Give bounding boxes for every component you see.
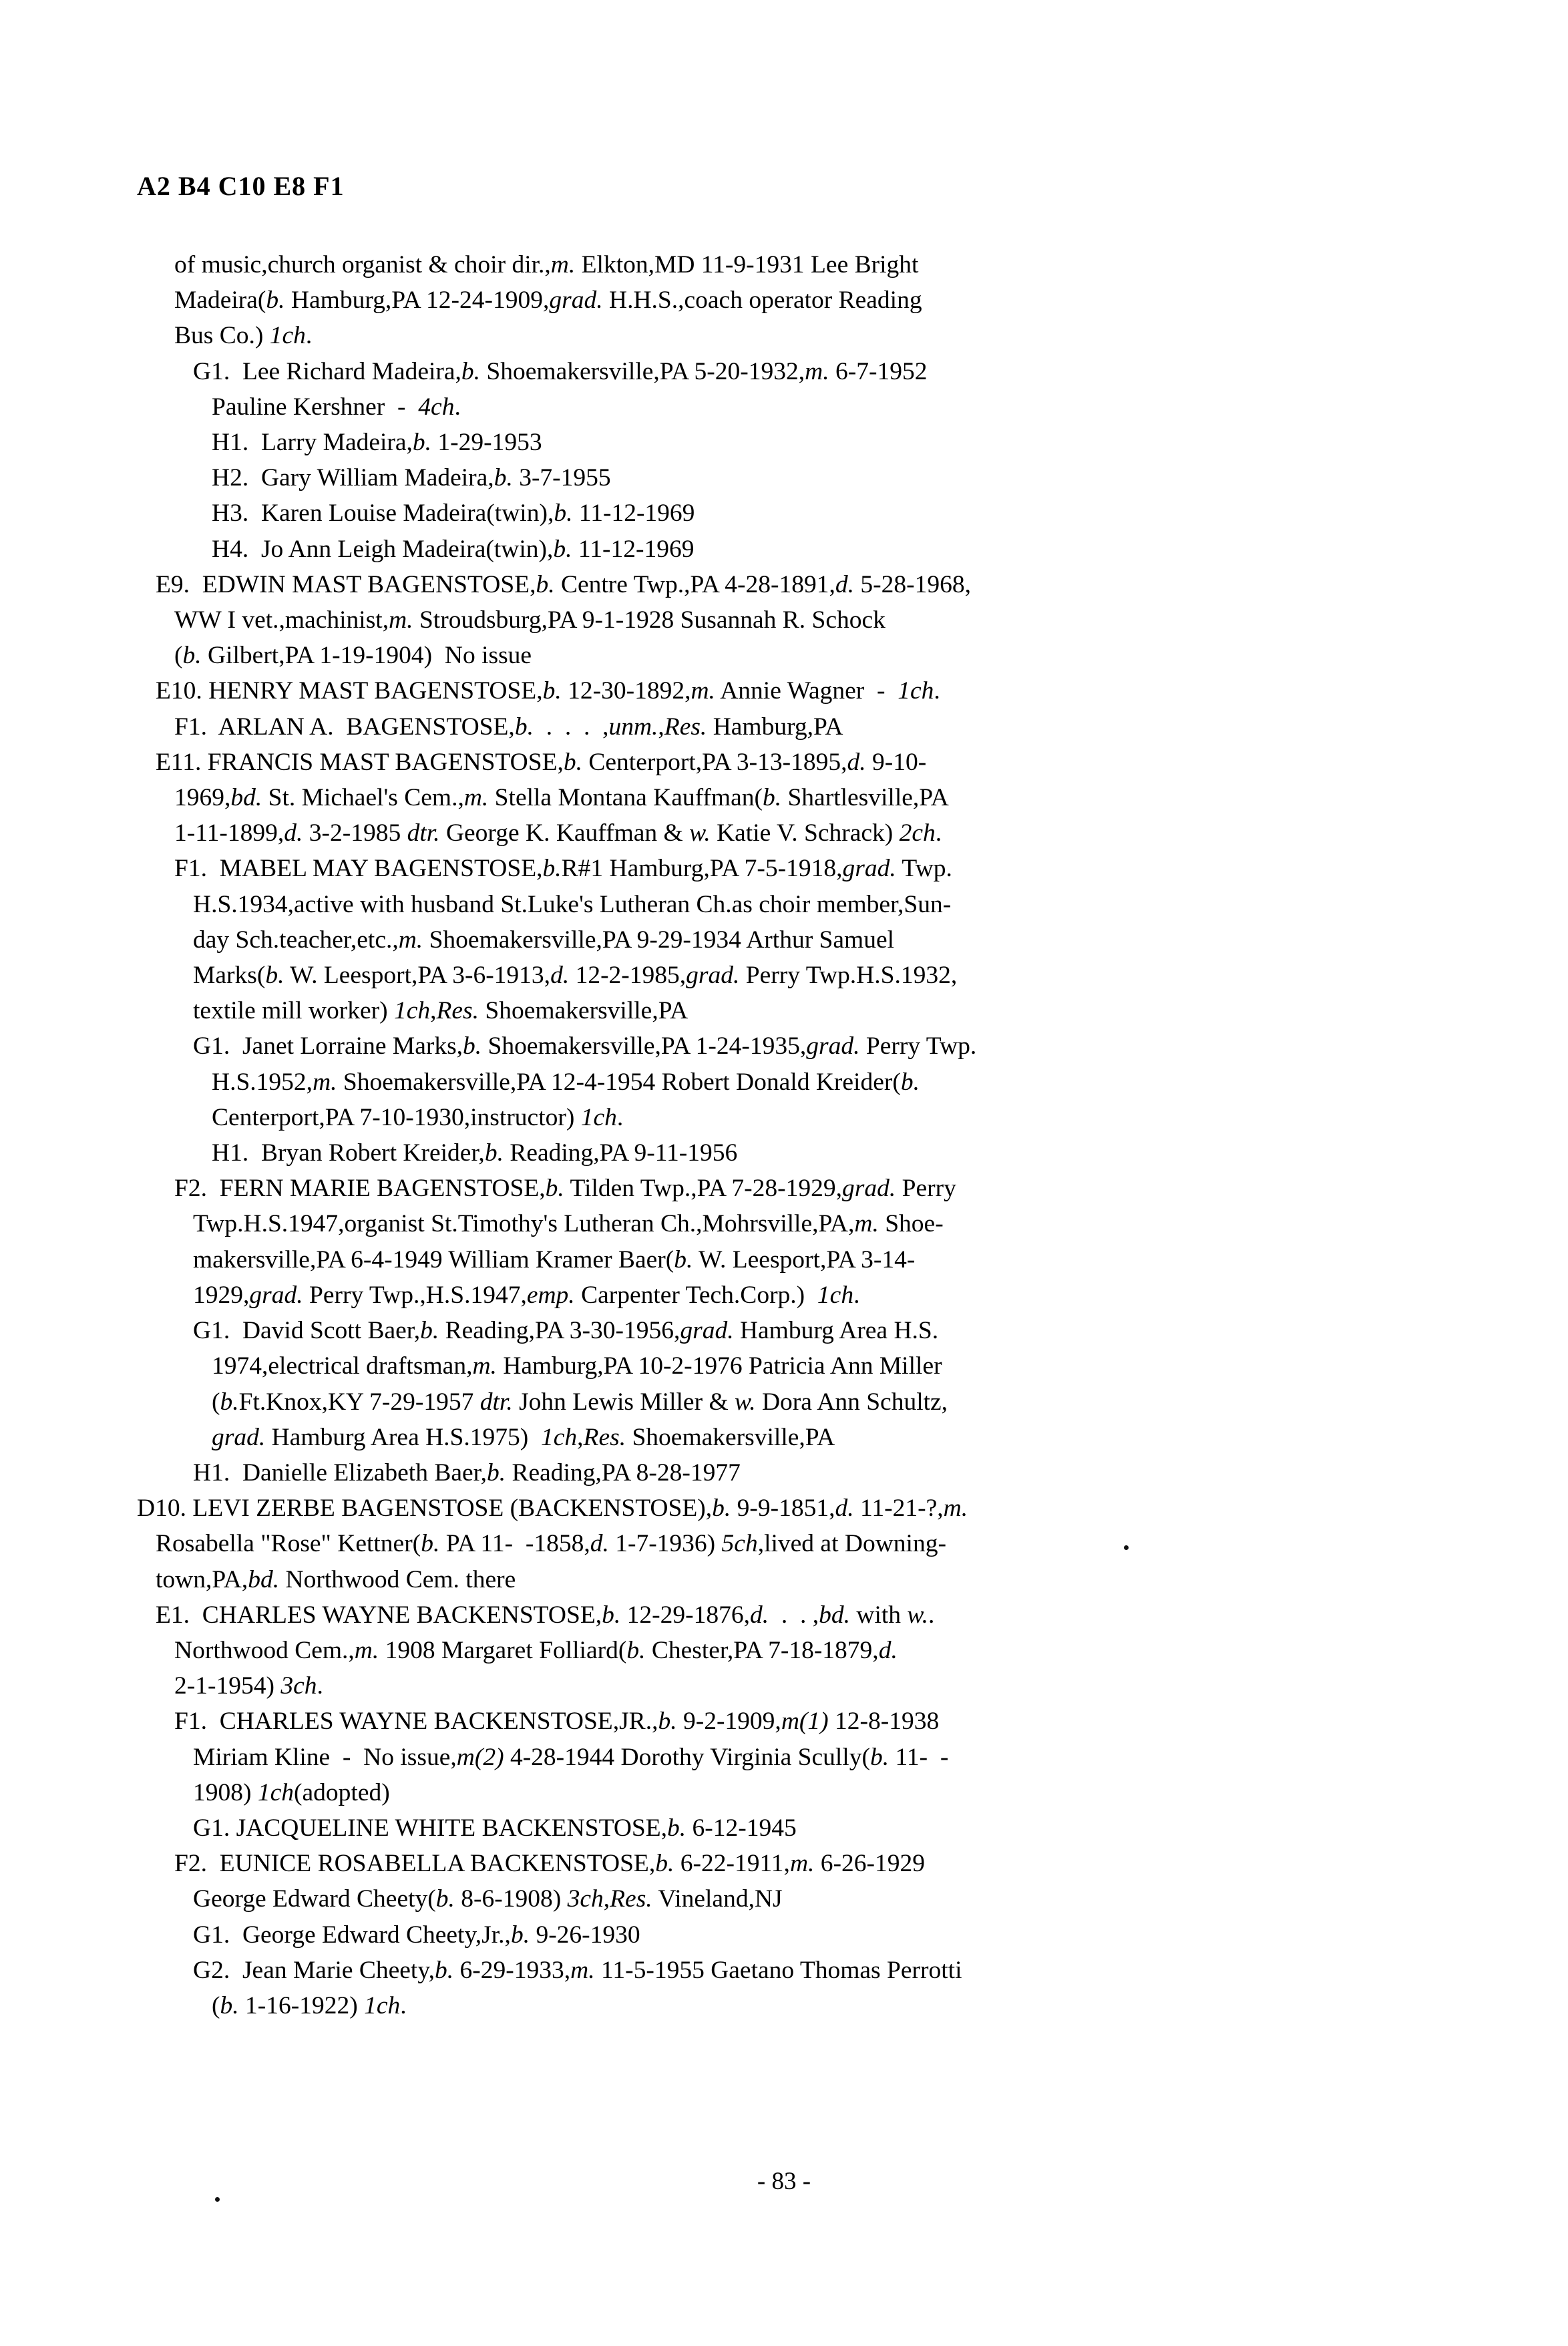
text-line: (b. Gilbert,PA 1-19-1904) No issue [174, 642, 532, 670]
page-speck-2 [215, 2197, 220, 2202]
text-line: F1. ARLAN A. BAGENSTOSE,b. . . . ,unm.,Res. Hamburg,PA [174, 713, 843, 741]
text-line: G1. Lee Richard Madeira,b. Shoemakersville,PA 5-20-1932,m. 6-7-1952 [193, 357, 928, 385]
page-number: - 83 - [757, 2168, 811, 2195]
text-line: Bus Co.) 1ch. [174, 322, 313, 350]
text-line: F2. FERN MARIE BAGENSTOSE,b. Tilden Twp.,PA 7-28-1929,grad. Perry [174, 1175, 956, 1203]
text-line: (b.Ft.Knox,KY 7-29-1957 dtr. John Lewis Miller & w. Dora Ann Schultz, [212, 1388, 948, 1416]
text-line: F2. EUNICE ROSABELLA BACKENSTOSE,b. 6-22-1911,m. 6-26-1929 [174, 1850, 926, 1878]
text-line: town,PA,bd. Northwood Cem. there [156, 1565, 516, 1593]
text-line: Rosabella "Rose" Kettner(b. PA 11- -1858,d. 1-7-1936) 5ch,lived at Downing- [156, 1530, 946, 1558]
text-line: D10. LEVI ZERBE BAGENSTOSE (BACKENSTOSE),b. 9-9-1851,d. 11-21-?,m. [137, 1495, 968, 1523]
text-line: H2. Gary William Madeira,b. 3-7-1955 [212, 464, 611, 492]
text-line: 1908) 1ch(adopted) [193, 1778, 390, 1806]
text-line: 1969,bd. St. Michael's Cem.,m. Stella Montana Kauffman(b. Shartlesville,PA [174, 784, 949, 812]
text-line: H4. Jo Ann Leigh Madeira(twin),b. 11-12-1969 [212, 535, 695, 563]
text-line: WW I vet.,machinist,m. Stroudsburg,PA 9-1-1928 Susannah R. Schock [174, 606, 886, 634]
text-line: Centerport,PA 7-10-1930,instructor) 1ch. [212, 1103, 624, 1131]
text-line: G1. George Edward Cheety,Jr.,b. 9-26-1930 [193, 1921, 640, 1949]
text-line: G1. Janet Lorraine Marks,b. Shoemakersville,PA 1-24-1935,grad. Perry Twp. [193, 1032, 977, 1060]
text-line: day Sch.teacher,etc.,m. Shoemakersville,PA 9-29-1934 Arthur Samuel [193, 926, 895, 954]
text-line: 1974,electrical draftsman,m. Hamburg,PA 10-2-1976 Patricia Ann Miller [212, 1352, 942, 1380]
text-line: 2-1-1954) 3ch. [174, 1672, 323, 1700]
text-line: F1. CHARLES WAYNE BACKENSTOSE,JR.,b. 9-2-1909,m(1) 12-8-1938 [174, 1708, 940, 1736]
text-line: 1929,grad. Perry Twp.,H.S.1947,emp. Carpenter Tech.Corp.) 1ch. [193, 1281, 860, 1309]
text-line: H.S.1934,active with husband St.Luke's Lutheran Ch.as choir member,Sun- [193, 890, 952, 918]
text-line: F1. MABEL MAY BAGENSTOSE,b.R#1 Hamburg,PA 7-5-1918,grad. Twp. [174, 855, 952, 883]
text-line: grad. Hamburg Area H.S.1975) 1ch,Res. Shoemakersville,PA [212, 1423, 835, 1451]
text-line: G1. JACQUELINE WHITE BACKENSTOSE,b. 6-12-1945 [193, 1814, 797, 1842]
text-line: E1. CHARLES WAYNE BACKENSTOSE,b. 12-29-1876,d. . . ,bd. with w.. [156, 1601, 935, 1629]
text-line: Pauline Kershner - 4ch. [212, 393, 461, 421]
text-line: Miriam Kline - No issue,m(2) 4-28-1944 Dorothy Virginia Scully(b. 11- - [193, 1743, 949, 1771]
page-header: A2 B4 C10 E8 F1 [137, 171, 345, 201]
genealogy-text-block [137, 247, 1446, 2023]
text-line: 1-11-1899,d. 3-2-1985 dtr. George K. Kauffman & w. Katie V. Schrack) 2ch. [174, 819, 942, 847]
text-line: E9. EDWIN MAST BAGENSTOSE,b. Centre Twp.,PA 4-28-1891,d. 5-28-1968, [156, 570, 972, 598]
page-speck [1124, 1545, 1129, 1550]
text-line: of music,church organist & choir dir.,m. Elkton,MD 11-9-1931 Lee Bright [174, 251, 919, 278]
text-line: Twp.H.S.1947,organist St.Timothy's Lutheran Ch.,Mohrsville,PA,m. Shoe- [193, 1210, 944, 1238]
text-line: (b. 1-16-1922) 1ch. [212, 1991, 407, 2019]
text-line: E10. HENRY MAST BAGENSTOSE,b. 12-30-1892,m. Annie Wagner - 1ch. [156, 677, 940, 705]
text-line: G2. Jean Marie Cheety,b. 6-29-1933,m. 11-5-1955 Gaetano Thomas Perrotti [193, 1956, 962, 1984]
text-line: Marks(b. W. Leesport,PA 3-6-1913,d. 12-2-1985,grad. Perry Twp.H.S.1932, [193, 962, 958, 990]
text-line: Northwood Cem.,m. 1908 Margaret Folliard(b. Chester,PA 7-18-1879,d. [174, 1636, 898, 1664]
text-line: H1. Larry Madeira,b. 1-29-1953 [212, 429, 542, 457]
text-line: makersville,PA 6-4-1949 William Kramer Baer(b. W. Leesport,PA 3-14- [193, 1245, 916, 1274]
text-line: G1. David Scott Baer,b. Reading,PA 3-30-1956,grad. Hamburg Area H.S. [193, 1317, 939, 1345]
text-line: H1. Bryan Robert Kreider,b. Reading,PA 9-11-1956 [212, 1139, 738, 1167]
text-line: textile mill worker) 1ch,Res. Shoemakersville,PA [193, 997, 689, 1025]
text-line: H1. Danielle Elizabeth Baer,b. Reading,PA 8-28-1977 [193, 1458, 741, 1487]
text-line: Madeira(b. Hamburg,PA 12-24-1909,grad. H.H.S.,coach operator Reading [174, 286, 922, 315]
text-line: H.S.1952,m. Shoemakersville,PA 12-4-1954 Robert Donald Kreider(b. [212, 1068, 920, 1096]
text-line: H3. Karen Louise Madeira(twin),b. 11-12-1969 [212, 500, 695, 528]
text-line: E11. FRANCIS MAST BAGENSTOSE,b. Centerport,PA 3-13-1895,d. 9-10- [156, 748, 927, 776]
text-line: George Edward Cheety(b. 8-6-1908) 3ch,Res. Vineland,NJ [193, 1885, 783, 1913]
